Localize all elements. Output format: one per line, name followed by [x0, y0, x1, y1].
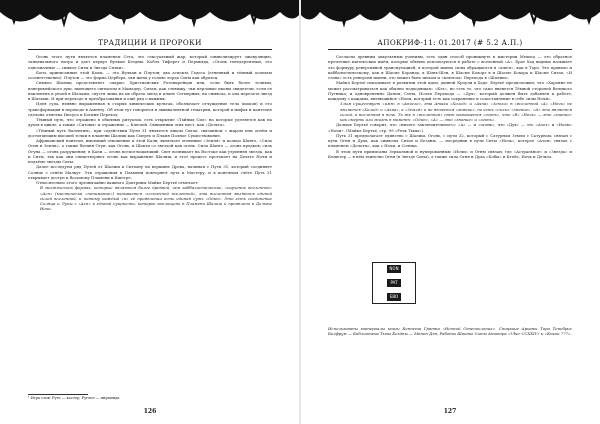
- block-quote: В мистических формах, которые являются более древней, чем каббалистические, «изучение вселенной» «Асн» (мистически «понимание») называется «солнечной вселенной», эта вселенная является единой силой вселенной, и потому каждый «в» её проявлении есть единая суть «Один». Это есть соединение Солнца и Луны с «Асн» в единой сущности, которое воплощено в Пламени Шалиш и проявлено в Дельте Ночи.: [40, 185, 272, 212]
- body-paragraph: Согласно древним оккультным учениям, есть один способ проникнуть в мистерии Мехиса — это обратное прочтение магических имён, которые обычно используются в работе с вселенной «А». Брат Хад видимо называет это формуру реверсивной трансмутацией, в которой имена силы обращаются в «ключ», как в Таро. Это правило и каббалистическому, как в Шасме Коранда, в Шэнь-Шэн, в Шасме Кохорэ в и Шасме Кохора и Шасме Ситах, «И слова» есть реверсия имени, это может быть шоком и «ключом» Перехода в «Шалиш».: [328, 54, 572, 80]
- block-quote: Злым существует «имя» в «Ангеле», эта Атаки «Холод» и «Ахпа» «Земли» в «вселенной «А» «Ночь» не является «Холод» и «Ахпа», а «Земля» и не является «знание», но есть «силы» «знание». «А» это является силой, и вселенная в ночь. Та же в «вселенной» свет называется «огонь», что «В» «Ночь» — это «знание» как смерть или жизнь в момент: «Один», «А» — это «знание» и «огонь».: [340, 101, 572, 122]
- figure-cell-middle: PAT: [387, 279, 401, 287]
- body-paragraph: Огонь этого пути является пламенем Сета; это сексуальный жар, который символизирует эжекуляцию, танцевального натра и дает первуэ Вулкан Бездны. Кобэл Тиферет и Пермьяда, «Огонь тенедерентные, его однозначные — символ Ситы и Звезда Ситки».: [28, 54, 272, 70]
- footnote-rule: [28, 394, 88, 395]
- right-text-column: [328, 54, 572, 159]
- body-paragraph: «Тёмный путь Валентин», при содействии Путн 31 является лицом Ситах, связанном с жаром или огнём и достигающим высшей точки в пламени Шалиш как Смерть и Пламя Полное Существование.: [28, 127, 272, 138]
- left-page-number: 126: [143, 408, 157, 415]
- footnote: ¹ Игра слов: Руте — костер, Ругепо — пирамида.: [28, 396, 121, 400]
- right-header-rule: [328, 49, 572, 50]
- body-paragraph: Дальше Бертьё говорит, что «ничего заключительного» «А» — и «огонь», что «Дух» — это «Азот» и «Ноэм» «Ночи». (Майкл Бертьё, стр. 99 «Речь Тьмы»).: [328, 122, 572, 133]
- body-paragraph: Тёмный путь, что отражено в обычных ритуалах, есть открытие «Тайных Сил» на которые уделяется как на духов в цикле, а также «Ситовы» и отражение — Ключей. Священник этих мест, как «Дельта».: [28, 117, 272, 128]
- tarot-symbol-figure: [372, 262, 416, 304]
- body-paragraph: Путь 31 предполагает единство с Шалиш, Огонь, с пути 32, который с Сатурном Земли с Сатурном, связан с пути Огня и Духа, как символы Ситах и Бездны, — посредник в пути Ситы «Ночь», которое «Атон» связал с пламенем «Дельты», как с Ночи, и Солнца.: [328, 132, 572, 149]
- left-running-header: ТРАДИЦИИ И ПРОРОКИ: [98, 38, 202, 47]
- right-ornament-banner: [300, 0, 600, 32]
- right-page-number: 127: [443, 408, 457, 415]
- body-paragraph: Относительно этого чрезвычайно важного Доктрины Майкл Бертьё отмечает:: [36, 180, 199, 185]
- body-paragraph: Боги, приписанные этой Калы, — это Вулкан и Плутон; два аспекта Гадеса (огненный и тёмный аспекты соответственно). Плутон — это форма Цербера, чья жена у голове лорда Ситы как образец.: [28, 69, 272, 80]
- figure-caption: Использованы материалы книги Кеннета Гранта «Ночной Огнепоклоник». Старшие Арканы Таро Тенебрис Белфрум — Библиотека Тьмы Бездны — Манон Дэн, Работы Шакты Ситы Атанора «Uber CCXXIV» и «Кныш 777».: [328, 326, 572, 337]
- left-ornament-banner: [0, 0, 300, 32]
- body-paragraph: Идея суда, неявно выраженная в старых химических культах, обозначает отчуждение тела (шоков) и его трансформация в переходе в Аменту. Об этом тут говорится в эквивалентной гематрии, которой в мифах и пантеоне сделана отметка Иисуса и Богиня Переход.: [28, 101, 272, 117]
- figure-cell-top: NON: [387, 265, 401, 273]
- left-header-rule: [28, 49, 272, 50]
- body-paragraph: Далее исследуем ряд Путей от Шалиш к Ситхану на вершине Древа, начиная с Пути 31, который соединяет Солнце с огнём Малкут. Эти отражения в Пламени повторяют путь к Мастеру, и в конечном счёте Путь 31 открывает доступ к Восьмому Пламени и Кшетре.: [28, 164, 272, 180]
- right-running-header: АПОКРИФ-11: 01.2017 (# 5.2 А.П.): [377, 38, 523, 47]
- book-gutter: [299, 0, 301, 424]
- body-paragraph: Майкл Бертьё показывает в развитии этой идеи, данной Кроули в Хаде. Бертьё предположил, что «Харонне не может рассматриваться как обычно подходящая» «Кэт», но есть то, что само является Тёмной стороной Великого Путника; и одновременно Даном, Ситы, Иоэля Перехода — «Дух», который должен быть добавлен к работе, каждому с каждым, являющийся «Ноем, который есть как сохранение и сопоставление в себе силы Ночи».: [328, 80, 572, 101]
- body-paragraph: В этом пути приписаны Зеркальной и нумерованным «Ночи» и Огню связан, где «Астральное» и «Звезда» и Кешетер — в нём таинство Огня (в Звезде Ситы), а также сила Огня и Духа «Кобы» и Ктейс, Ночь и Дельта.: [328, 148, 572, 159]
- left-text-column: [28, 54, 272, 212]
- body-paragraph: Африканский пантеон, имеющий отношение к этой Кали, включает огненные «Земля» и кольцо Шанго, «Сила Огня и Земли», а также богиня Огун, как Огонь, и Шакти со звездой как огонь. Сила Шанго — огонь предков; сила Огуна — огонь разрушения; в Кали — огонь всепоглощающий. Свет возникает на Востоке как утренняя звезда, как и Ситы, так как они олицетворяют огонь как выражение Шалиш, и этот процесс протекает на Дельте Ночи и подъёме звезды Ситы.: [28, 138, 272, 164]
- body-paragraph: Символ Шалищ представляет «марш» Христианских Розенкрейцов или, если быть более точным, изнеримейского душ, имеющего сигналом в Мамадер, Ситам, как стимыку, чьи перловые иконы свидетели, если ее наклонена в уноей в Шалами, спустя лишь на их образа звезд и плане Сетмерных, на символа, и она перелета звезд в Шалами. И при переходе и преобразования и ещё ряд о важных.: [28, 80, 272, 101]
- figure-cell-bottom: EBO: [387, 293, 401, 301]
